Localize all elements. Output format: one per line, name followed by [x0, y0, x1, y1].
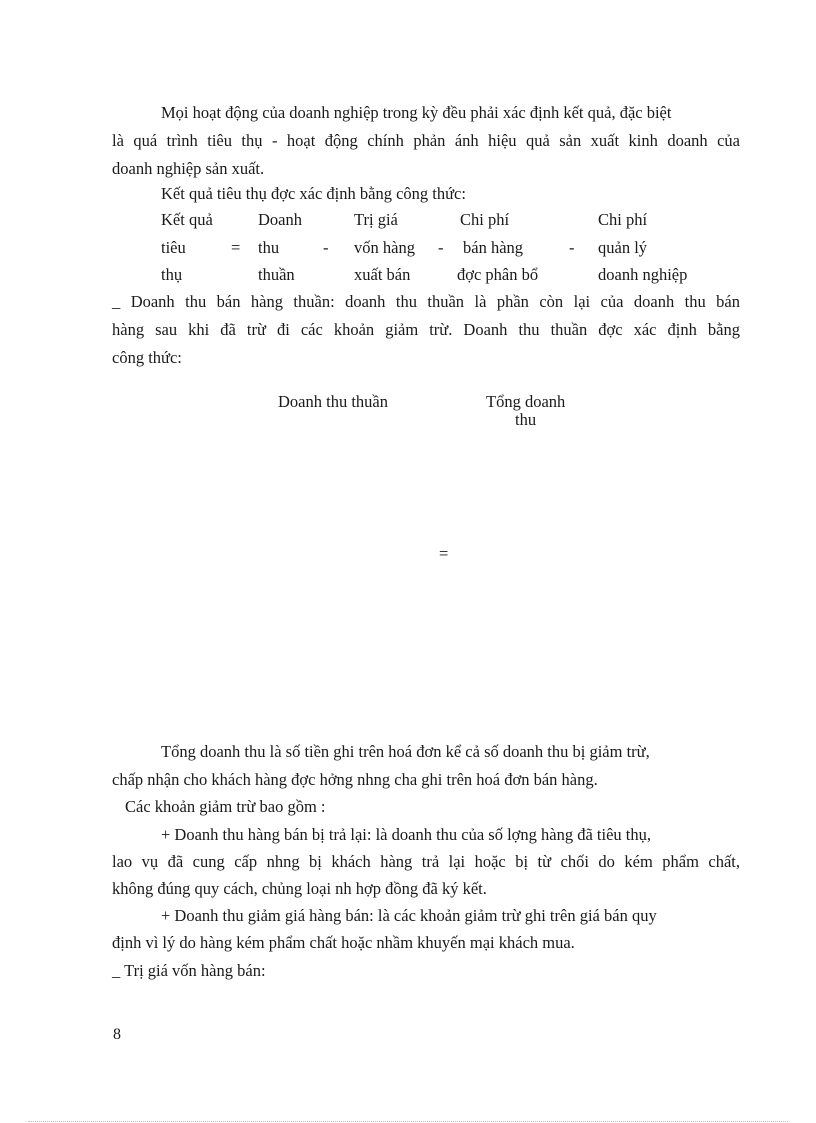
paragraph-3-line-1: Tổng doanh thu là số tiền ghi trên hoá đơn kể cả số doanh thu bị giảm trừ, [161, 742, 650, 761]
deduction-1-line-2: lao vụ đã cung cấp nhng bị khách hàng trả lại hoặc bị từ chối do kém phẩm chất, [112, 852, 740, 871]
formula-cell: Chi phí [460, 210, 510, 229]
paragraph-2-line-2: hàng sau khi đã trừ đi các khoản giảm trừ. Doanh thu thuần đợc xác định bằng [112, 320, 740, 339]
paragraph-3-line-2: chấp nhận cho khách hàng đợc hởng nhng cha ghi trên hoá đơn bán hàng. [112, 770, 598, 789]
formula-cell: Chi phí [598, 210, 648, 229]
paragraph-1-line-3: doanh nghiệp sản xuất. [112, 159, 265, 178]
paragraph-1-line-2: là quá trình tiêu thụ - hoạt động chính phản ánh hiệu quả sản xuất kinh doanh của [112, 131, 740, 150]
formula-operator: - [438, 238, 444, 257]
deduction-2-line-2: định vì lý do hàng kém phẩm chất hoặc nhầm khuyến mại khách mua. [112, 933, 575, 952]
formula-cell: bán hàng [463, 238, 524, 257]
formula-cell: Doanh thu thuần [278, 392, 388, 411]
page-number: 8 [113, 1026, 121, 1043]
formula-cell: quản lý [598, 238, 648, 257]
formula-cell: Doanh [258, 210, 302, 229]
formula-cell: tiêu [161, 238, 186, 257]
deductions-intro: Các khoản giảm trừ bao gồm : [125, 797, 326, 816]
formula-cell: đợc phân bổ [457, 265, 539, 284]
formula-cell: thu [258, 238, 280, 257]
formula-cell: xuất bán [354, 265, 411, 284]
formula-operator: - [569, 238, 575, 257]
formula-operator: = [231, 238, 241, 257]
formula-cell: doanh nghiệp [598, 265, 688, 284]
formula-cell: vốn hàng [354, 238, 415, 257]
formula-operator: = [439, 544, 449, 563]
formula-cell: Tổng doanh [486, 392, 566, 411]
formula-cell: thu [515, 410, 537, 429]
formula-intro: Kết quả tiêu thụ đợc xác định bằng công thức: [161, 184, 466, 203]
deduction-1-line-1: + Doanh thu hàng bán bị trả lại: là doanh thu của số lợng hàng đã tiêu thụ, [161, 825, 652, 844]
formula-cell: Kết quả [161, 210, 213, 229]
formula-operator: - [323, 238, 329, 257]
cost-heading: _ Trị giá vốn hàng bán: [112, 961, 266, 980]
formula-cell: thuần [258, 265, 295, 284]
formula-cell: Trị giá [354, 210, 398, 229]
deduction-2-line-1: + Doanh thu giảm giá hàng bán: là các khoản giảm trừ ghi trên giá bán quy [161, 906, 657, 925]
deduction-1-line-3: không đúng quy cách, chủng loại nh hợp đồng đã ký kết. [112, 879, 487, 898]
formula-cell: thụ [161, 265, 183, 284]
paragraph-1-line-1: Mọi hoạt động của doanh nghiệp trong kỳ đều phải xác định kết quả, đặc biệt [161, 103, 672, 122]
footer-divider [28, 1121, 788, 1122]
paragraph-2-line-3: công thức: [112, 348, 182, 367]
paragraph-2-line-1: _ Doanh thu bán hàng thuần: doanh thu thuần là phần còn lại của doanh thu bán [112, 292, 740, 311]
